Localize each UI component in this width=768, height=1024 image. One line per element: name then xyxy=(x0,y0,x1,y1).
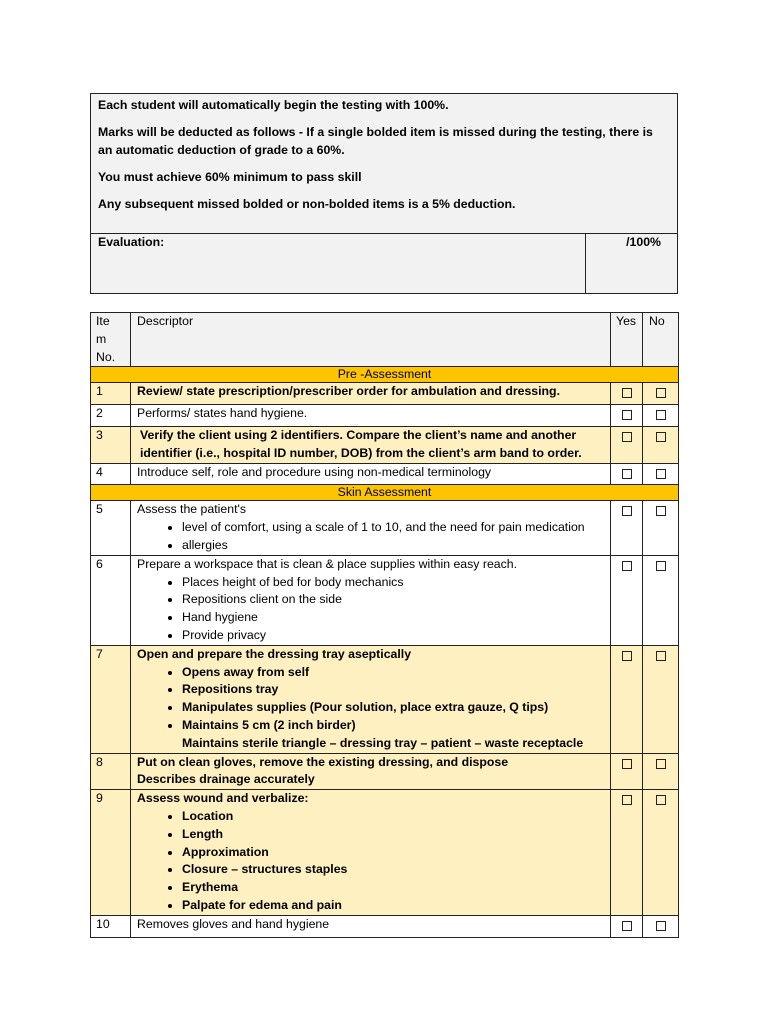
rule-line-3: You must achieve 60% minimum to pass skill xyxy=(98,170,362,184)
item-descriptor: Removes gloves and hand hygiene xyxy=(131,915,611,937)
section-label: Skin Assessment xyxy=(91,485,679,501)
item-descriptor: Performs/ states hand hygiene. xyxy=(131,405,611,427)
no-checkbox[interactable] xyxy=(643,383,679,405)
item-text: Assess wound and verbalize: xyxy=(137,791,309,806)
list-item: • Maintains 5 cm (2 inch birder) xyxy=(182,717,604,735)
table-row xyxy=(91,790,679,916)
table-row xyxy=(91,463,679,485)
list-item: • Length xyxy=(182,826,604,844)
grading-rules-box xyxy=(90,93,678,294)
item-text: Prepare a workspace that is clean & place supplies within easy reach. xyxy=(137,556,518,571)
item-number: 6 xyxy=(91,555,131,645)
header-yes: Yes xyxy=(611,313,643,367)
item-number: 5 xyxy=(91,501,131,555)
list-item: • Hand hygiene xyxy=(182,609,604,627)
no-checkbox[interactable] xyxy=(643,501,679,555)
table-row xyxy=(91,426,679,463)
yes-checkbox[interactable] xyxy=(611,383,643,405)
evaluation-row xyxy=(91,234,677,294)
item-descriptor: Introduce self, role and procedure using non-medical terminology xyxy=(131,463,611,485)
no-checkbox[interactable] xyxy=(643,555,679,645)
list-item: • Opens away from self xyxy=(182,664,604,682)
rule-line-2: Marks will be deducted as follows - If a single bolded item is missed during the testing, there is an automatic deduction of grade to a 60%. xyxy=(98,125,653,157)
checkbox-icon xyxy=(622,561,632,571)
item-number: 8 xyxy=(91,753,131,790)
checkbox-icon xyxy=(622,469,632,479)
item-tail-text: Maintains sterile triangle – dressing tray – patient – waste receptacle xyxy=(182,735,584,750)
item-number: 1 xyxy=(91,383,131,405)
item-descriptor xyxy=(131,753,611,790)
item-bullets xyxy=(137,519,604,555)
item-number: 9 xyxy=(91,790,131,916)
item-number: 4 xyxy=(91,463,131,485)
item-descriptor: Review/ state prescription/prescriber order for ambulation and dressing. xyxy=(131,383,611,405)
list-item: • level of comfort, using a scale of 1 to 10, and the need for pain medication xyxy=(182,519,604,537)
yes-checkbox[interactable] xyxy=(611,426,643,463)
checkbox-icon xyxy=(656,432,666,442)
checkbox-icon xyxy=(656,651,666,661)
item-text: Put on clean gloves, remove the existing dressing, and dispose xyxy=(137,754,509,769)
item-descriptor xyxy=(131,501,611,555)
no-checkbox[interactable] xyxy=(643,645,679,753)
yes-checkbox[interactable] xyxy=(611,790,643,916)
no-checkbox[interactable] xyxy=(643,463,679,485)
checkbox-icon xyxy=(622,432,632,442)
evaluation-label: Evaluation: xyxy=(91,234,586,294)
yes-checkbox[interactable] xyxy=(611,915,643,937)
list-item: • Closure – structures staples xyxy=(182,861,604,879)
checkbox-icon xyxy=(656,921,666,931)
yes-checkbox[interactable] xyxy=(611,501,643,555)
yes-checkbox[interactable] xyxy=(611,645,643,753)
checkbox-icon xyxy=(622,506,632,516)
checkbox-icon xyxy=(656,759,666,769)
list-item: • Erythema xyxy=(182,879,604,897)
table-row xyxy=(91,645,679,753)
item-number: 3 xyxy=(91,426,131,463)
yes-checkbox[interactable] xyxy=(611,555,643,645)
table-row xyxy=(91,405,679,427)
checkbox-icon xyxy=(656,410,666,420)
list-item: • Places height of bed for body mechanics xyxy=(182,574,604,592)
no-checkbox[interactable] xyxy=(643,753,679,790)
header-no: No xyxy=(643,313,679,367)
list-item: • Provide privacy xyxy=(182,627,604,645)
item-number: 10 xyxy=(91,915,131,937)
section-skin-assessment xyxy=(91,485,679,501)
no-checkbox[interactable] xyxy=(643,426,679,463)
item-descriptor xyxy=(131,555,611,645)
no-checkbox[interactable] xyxy=(643,790,679,916)
item-number: 7 xyxy=(91,645,131,753)
checkbox-icon xyxy=(656,469,666,479)
table-row xyxy=(91,915,679,937)
checkbox-icon xyxy=(622,410,632,420)
no-checkbox[interactable] xyxy=(643,915,679,937)
checkbox-icon xyxy=(656,795,666,805)
checkbox-icon xyxy=(622,651,632,661)
item-descriptor xyxy=(131,790,611,916)
table-header xyxy=(91,313,679,367)
yes-checkbox[interactable] xyxy=(611,753,643,790)
table-row xyxy=(91,501,679,555)
table-row xyxy=(91,555,679,645)
no-checkbox[interactable] xyxy=(643,405,679,427)
checklist-table xyxy=(90,312,679,938)
checkbox-icon xyxy=(622,388,632,398)
item-descriptor: Verify the client using 2 identifiers. Compare the client’s name and another identifier (i.e., hospital ID number, DOB) from the client’s arm band to order. xyxy=(131,426,611,463)
yes-checkbox[interactable] xyxy=(611,405,643,427)
item-bullets xyxy=(137,574,604,645)
evaluation-score[interactable]: /100% xyxy=(626,235,661,249)
table-row xyxy=(91,383,679,405)
item-descriptor xyxy=(131,645,611,753)
list-item: • Approximation xyxy=(182,844,604,862)
yes-checkbox[interactable] xyxy=(611,463,643,485)
list-item: • Location xyxy=(182,808,604,826)
list-item: • allergies xyxy=(182,537,604,555)
list-item: • Manipulates supplies (Pour solution, place extra gauze, Q tips) xyxy=(182,699,604,717)
item-bullets xyxy=(137,664,604,735)
list-item: • Palpate for edema and pain xyxy=(182,897,604,915)
item-text: Assess the patient's xyxy=(137,502,246,517)
checkbox-icon xyxy=(656,561,666,571)
table-row xyxy=(91,753,679,790)
header-item-no: Ite m No. xyxy=(91,313,131,367)
header-descriptor: Descriptor xyxy=(131,313,611,367)
section-pre-assessment xyxy=(91,367,679,383)
list-item: • Repositions client on the side xyxy=(182,591,604,609)
checkbox-icon xyxy=(622,921,632,931)
rule-line-1: Each student will automatically begin the testing with 100%. xyxy=(98,98,449,112)
item-bullets xyxy=(137,808,604,915)
rule-line-4: Any subsequent missed bolded or non-bolded items is a 5% deduction. xyxy=(98,197,516,211)
checkbox-icon xyxy=(656,388,666,398)
section-label: Pre -Assessment xyxy=(91,367,679,383)
item-text: Open and prepare the dressing tray aseptically xyxy=(137,646,412,661)
checkbox-icon xyxy=(622,759,632,769)
grading-rules xyxy=(91,94,677,234)
item-text-line2: Describes drainage accurately xyxy=(137,772,315,787)
checkbox-icon xyxy=(622,795,632,805)
item-number: 2 xyxy=(91,405,131,427)
checkbox-icon xyxy=(656,506,666,516)
list-item: • Repositions tray xyxy=(182,681,604,699)
